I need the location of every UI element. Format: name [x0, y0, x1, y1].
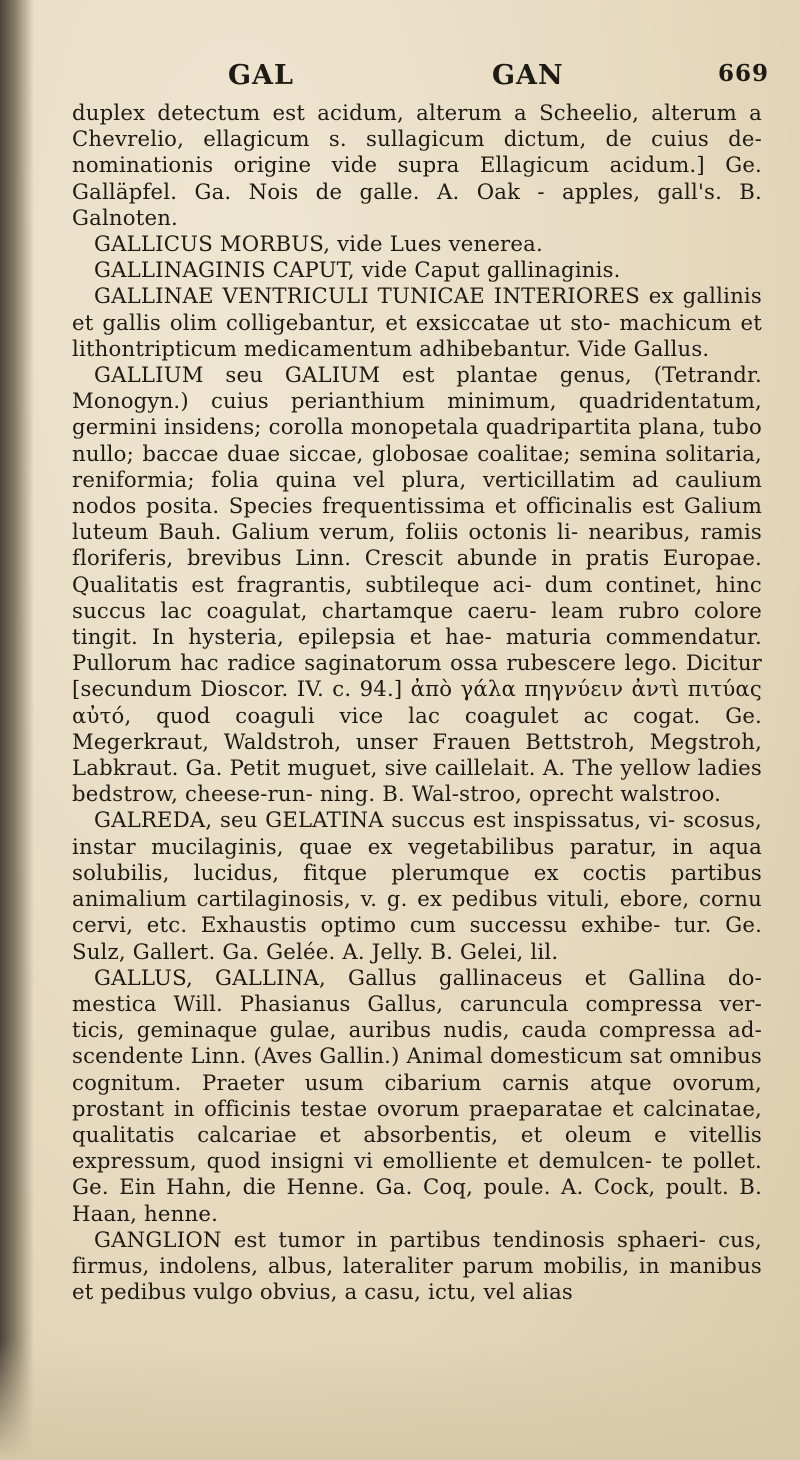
entry-ganglion: GANGLION est tumor in partibus tendinosis sphaeri- cus, firmus, indolens, albus, lateraliter parum mobilis, in manibus et pedibus vulgo obvius, a casu, ictu, vel alias — [72, 1226, 762, 1305]
entry-galreda: GALREDA, seu GELATINA succus est inspissatus, vi- scosus, instar mucilaginis, quae ex vegetabilibus paratur, in aqua solubilis, lucidus, fitque plerumque ex coctis partibus animalium cartilaginosis, v. g. ex pedibus vituli, ebore, cornu cervi, etc. Exhaustis optimo cum successu exhibe- tur. Ge. Sulz, Gallert. Ga. Gelée. A. Jelly. B. Gelei, lil. — [72, 807, 762, 964]
entry-continuation-acidum: duplex detectum est acidum, alterum a Scheelio, alterum a Chevrelio, ellagicum s. sullagicum dictum, de cuius de- nominationis origine vide supra Ellagicum acidum.] Ge. Galläpfel. Ga. Nois de galle. A. Oak - apples, gall's. B. Galnoten. — [72, 100, 762, 230]
header-center-word: GAN — [492, 60, 564, 91]
entry-gallinaginis-caput: GALLINAGINIS CAPUT, vide Caput gallinaginis. — [94, 257, 621, 283]
body-text — [72, 100, 762, 1305]
page-bottom-shading — [0, 1340, 800, 1460]
running-header — [0, 60, 800, 100]
page-number: 669 — [718, 60, 770, 87]
entry-gallium: GALLIUM seu GALIUM est plantae genus, (Tetrandr. Monogyn.) cuius perianthium minimum, quadridentatum, germini insidens; corolla monopetala quadripartita plana, tubo nullo; baccae duae siccae, globosae coalitae; semina solitaria, reniformia; folia quina vel plura, verticillatim ad caulium nodos posita. Species frequentissima et officinalis est Galium luteum Bauh. Galium verum, foliis octonis li- nearibus, ramis floriferis, brevibus Linn. Crescit abunde in pratis Europae. Qualitatis est fragrantis, subtileque aci- dum continet, hinc succus lac coagulat, chartamque caeru- leam rubro colore tingit. In hysteria, epilepsia et hae- maturia commendatur. Pullorum hac radice saginatorum ossa rubescere lego. Dicitur [secundum Dioscor. IV. c. 94.] ἀπὸ γάλα πηγνύειν ἀντὶ πιτύας αὐτό, quod coaguli vice lac coagulet ac cogat. Ge. Megerkraut, Waldstroh, unser Frauen Bettstroh, Megstroh, Labkraut. Ga. Petit muguet, sive caillelait. A. The yellow ladies bedstrow, cheese-run- ning. B. Wal-stroo, oprecht walstroo. — [72, 362, 762, 807]
entry-gallinae-ventriculi: GALLINAE VENTRICULI TUNICAE INTERIORES ex gallinis et gallis olim colligebantur, et exsiccatae ut sto- machicum et lithontripticum medicamentum adhibebantur. Vide Gallus. — [72, 283, 762, 361]
binding-shadow — [0, 0, 34, 1460]
entry-gallicus-morbus: GALLICUS MORBUS, vide Lues venerea. — [94, 231, 543, 257]
entry-gallus-gallina: GALLUS, GALLINA, Gallus gallinaceus et Gallina do- mestica Will. Phasianus Gallus, caruncula compressa ver- ticis, geminaque gulae, auribus nudis, cauda compressa ad- scendente Linn. (Aves Gallin.) Animal domesticum sat omnibus cognitum. Praeter usum cibarium carnis atque ovorum, prostant in officinis testae ovorum praeparatae et calcinatae, qualitatis calcariae et absorbentis, et oleum e vitellis expressum, quod insigni vi emolliente et demulcen- te pollet. Ge. Ein Hahn, die Henne. Ga. Coq, poule. A. Cock, poult. B. Haan, henne. — [72, 964, 762, 1226]
header-left-word: GAL — [228, 60, 294, 91]
